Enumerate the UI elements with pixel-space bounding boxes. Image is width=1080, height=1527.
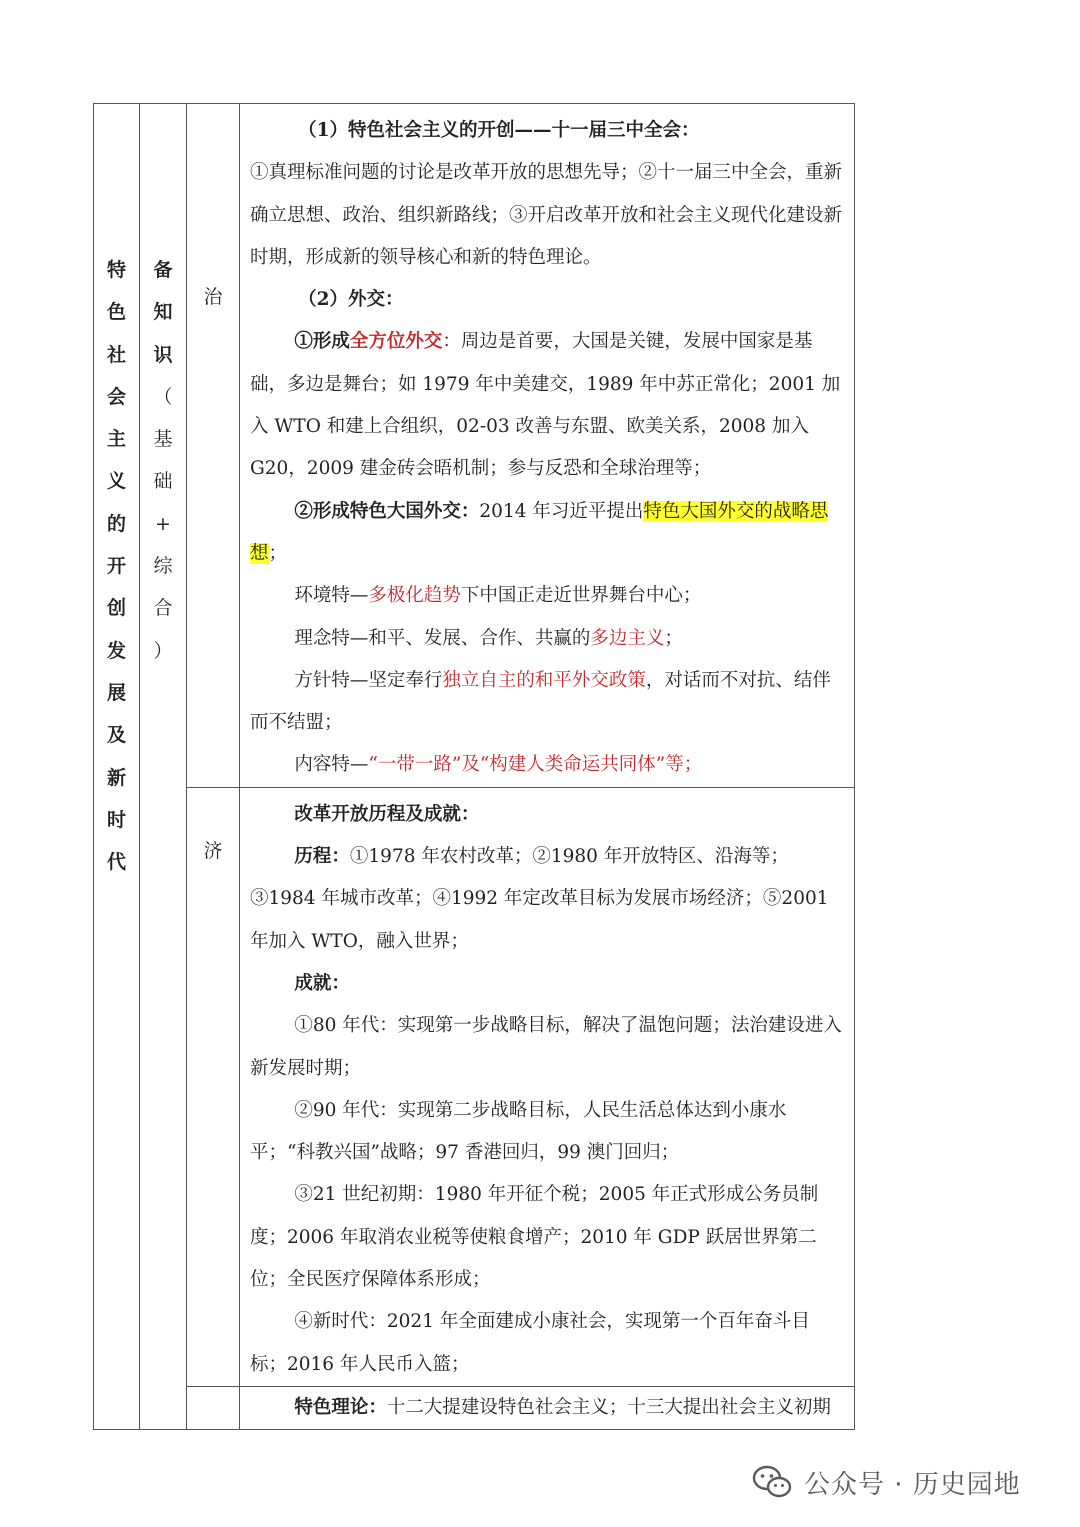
inline-red-bold: 全方位外交 (349, 331, 443, 353)
topic-title-char: 社 (106, 343, 126, 366)
wechat-icon (752, 1465, 792, 1499)
paragraph (250, 321, 846, 490)
category-char: 备 (153, 259, 173, 281)
topic-title-char: 色 (106, 301, 126, 324)
inline-red: 多极化趋势 (368, 585, 461, 607)
inline-text: 环境特— (294, 585, 369, 607)
inline-red: 多边主义 (590, 627, 665, 649)
inline-bold: ②形成特色大国外交： (294, 500, 480, 522)
inline-bold: 历程： (294, 846, 350, 868)
paragraph: ①80 年代：实现第一步战略目标，解决了温饱问题；法治建设进入新发展时期； (250, 1015, 842, 1079)
paragraph (250, 618, 846, 660)
politics-content-cell (240, 104, 855, 788)
topic-title-char: 新 (106, 766, 126, 789)
watermark-text: 公众号 · 历史园地 (804, 1469, 1021, 1500)
subject-cell-theory (187, 1386, 240, 1429)
inline-text: ：周边是首要，大国是关键，发展中国家是基础，多边是舞台；如 1979 年中美建交，1989 年中苏正常化；2001 加入 WTO 和建上合组织，02-03 改善与东盟、欧美关系，2008 加入 G20，2009 建金砖会晤机制；参与反恐和全球治理等； (250, 331, 841, 480)
paragraph (250, 744, 846, 786)
watermark (752, 1462, 1021, 1502)
theory-content-cell (240, 1386, 855, 1429)
topic-title-char: 义 (106, 470, 126, 493)
inline-text: ①1978 年农村改革；②1980 年开放特区、沿海等；③1984 年城市改革；④1992 年定改革目标为发展市场经济；⑤2001 年加入 WTO，融入世界； (250, 846, 829, 952)
topic-title-char: 开 (106, 555, 126, 578)
category-char: 综 (153, 555, 173, 578)
economy-content-cell (240, 787, 855, 1386)
category-char: 知 (153, 301, 173, 324)
inline-red: “一带一路”及“构建人类命运共同体”等； (368, 754, 703, 776)
topic-title-char: 创 (106, 597, 126, 620)
topic-title-char: 展 (106, 681, 126, 704)
inline-text: ，对话而不对抗、结伴而不结盟； (250, 669, 831, 734)
section-heading: 改革开放历程及成就： (294, 803, 480, 825)
inline-text: 2014 年习近平提出 (479, 500, 644, 522)
subject-label-economy: 济 (203, 839, 223, 862)
paragraph: ③21 世纪初期：1980 年开征个税；2005 年正式形成公务员制度；2006 年取消农业税等使粮食增产；2010 年 GDP 跃居世界第二位；全民医疗保障体系形成； (250, 1184, 819, 1291)
category-char: 基 (153, 428, 173, 451)
subject-label-politics: 治 (203, 286, 223, 308)
highlighted-text: 特色大国外交的战略思想 (250, 500, 829, 564)
topic-title-cell (94, 104, 140, 1430)
topic-title-vertical (94, 104, 139, 883)
topic-title-char: 会 (106, 385, 126, 408)
inline-bold: 特色理论： (294, 1396, 387, 1418)
inline-text: 十二大提建设特色社会主义；十三大提出社会主义初期 (386, 1396, 831, 1418)
topic-title-char: 的 (106, 512, 126, 535)
topic-title-char: 代 (106, 851, 126, 874)
topic-title-char: 特 (106, 259, 126, 281)
paragraph (250, 660, 846, 745)
subject-cell-economy (187, 787, 240, 1386)
inline-text: 方针特—坚定奉行 (294, 669, 443, 691)
inline-text: 下中国正走近世界舞台中心； (460, 585, 702, 607)
paragraph (250, 575, 846, 617)
category-char: 础 (153, 470, 173, 493)
category-cell (140, 104, 187, 1430)
category-char: （ (153, 385, 173, 408)
paragraph (250, 491, 846, 576)
category-vertical (140, 104, 186, 672)
paragraph (250, 836, 846, 963)
topic-title-char: 时 (106, 808, 126, 831)
category-char: + (155, 512, 171, 535)
section-heading: （2）外交： (298, 289, 404, 311)
category-char: ） (153, 639, 173, 662)
content-table (93, 103, 855, 1430)
topic-title-char: 发 (106, 639, 126, 662)
paragraph: ④新时代：2021 年全面建成小康社会，实现第一个百年奋斗目标；2016 年人民币入篮； (250, 1311, 810, 1375)
topic-title-char: 主 (106, 428, 126, 451)
category-char: 合 (153, 597, 173, 620)
section-heading: 成就： (294, 972, 350, 994)
inline-text: ； (268, 542, 288, 564)
subject-cell-politics (187, 104, 240, 788)
category-char: 识 (153, 343, 173, 366)
paragraph: ②90 年代：实现第二步战略目标，人民生活总体达到小康水平；“科教兴国”战略；97 香港回归，99 澳门回归； (250, 1099, 787, 1164)
inline-red: 独立自主的和平外交政策 (442, 669, 646, 691)
inline-text: 理念特—和平、发展、合作、共赢的 (294, 627, 591, 649)
section-heading: （1）特色社会主义的开创——十一届三中全会： (298, 120, 700, 141)
inline-text: 内容特— (294, 754, 369, 776)
paragraph: ①真理标准问题的讨论是改革开放的思想先导；②十一届三中全会，重新确立思想、政治、组织新路线；③开启改革开放和社会主义现代化建设新时期，形成新的领导核心和新的特色理论。 (250, 162, 843, 268)
topic-title-char: 及 (106, 724, 126, 747)
inline-bold: ①形成 (294, 331, 350, 353)
paragraph (250, 1387, 846, 1429)
inline-text: ； (664, 627, 683, 649)
